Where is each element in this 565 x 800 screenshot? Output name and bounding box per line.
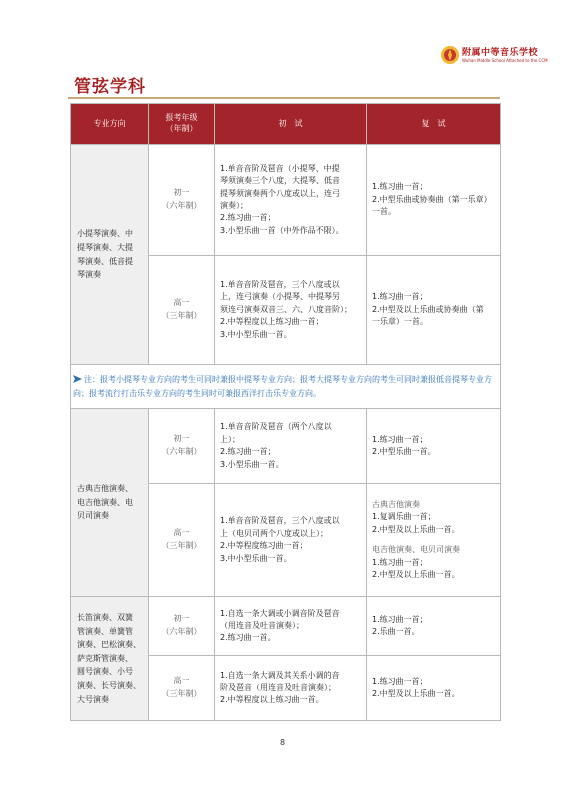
note-row bbox=[71, 365, 501, 409]
block-title: 古典吉他演奏 bbox=[372, 500, 420, 510]
first-round-cell bbox=[215, 656, 367, 721]
first-round-cell bbox=[215, 484, 367, 597]
requirement-line: 1.自选一条大调及其关系小调的音 bbox=[220, 670, 340, 680]
first-round-cell bbox=[215, 145, 367, 256]
requirement-line: 2.中型乐曲一首。 bbox=[372, 447, 436, 457]
logo-english-text: Wuhan Middle School Attached to the CCM bbox=[462, 58, 548, 63]
header-direction: 专业方向 bbox=[71, 104, 149, 145]
requirement-line: 3.中小型乐曲一首。 bbox=[220, 329, 292, 339]
header-grade-line2: （年制） bbox=[165, 124, 198, 133]
second-round-cell bbox=[367, 484, 501, 597]
header-grade bbox=[149, 104, 215, 145]
header-first-round: 初 试 bbox=[215, 104, 367, 145]
grade-cell bbox=[149, 145, 215, 256]
category-strings bbox=[71, 145, 149, 365]
second-round-cell bbox=[367, 409, 501, 484]
grade-years: （三年制） bbox=[161, 541, 202, 551]
table-row bbox=[71, 145, 501, 256]
second-round-cell bbox=[367, 656, 501, 721]
school-logo bbox=[440, 44, 548, 70]
category-line: 小提琴演奏、中 bbox=[77, 229, 133, 239]
category-line: 琴演奏 bbox=[77, 270, 101, 280]
requirement-line: 2.中型及以上乐曲一首。 bbox=[372, 569, 460, 579]
note-text-block bbox=[73, 373, 498, 400]
requirement-line: 2.中等程度练习曲一首； bbox=[220, 541, 308, 551]
requirement-line: 1.自选一条大调或小调音阶及琶音 bbox=[220, 608, 340, 618]
category-line: 演奏、长号演奏、 bbox=[77, 681, 141, 691]
school-emblem-icon bbox=[440, 45, 460, 65]
grade-cell bbox=[149, 597, 215, 656]
requirement-line: 2.中型及以上乐曲或协奏曲（第 bbox=[372, 304, 484, 314]
category-line: 电吉他演奏、电 bbox=[77, 497, 133, 507]
note-cell bbox=[71, 365, 501, 409]
requirement-line: 1.练习曲一首； bbox=[372, 557, 428, 567]
requirement-line: （用连音及吐音演奏）； bbox=[220, 620, 304, 630]
requirement-line: 2.中型乐曲或协奏曲（第一乐章） bbox=[372, 194, 492, 204]
requirement-line: 1.练习曲一首； bbox=[372, 676, 428, 686]
category-line: 大号演奏 bbox=[77, 694, 109, 704]
first-round-cell bbox=[215, 597, 367, 656]
requirement-line: 琴须演奏三个八度，大提琴、低音 bbox=[220, 176, 340, 186]
requirement-line: 1.单音音阶及琶音，三个八度或以 bbox=[220, 280, 340, 290]
requirement-line: 3.小型乐曲一首。 bbox=[220, 459, 284, 469]
logo-chinese-text: 附属中等音乐学校 bbox=[462, 48, 539, 58]
requirement-line: 2.练习曲一首。 bbox=[220, 633, 276, 643]
grade-label: 高一 bbox=[173, 298, 190, 308]
block-spacer bbox=[372, 536, 495, 544]
requirement-line: 2.中型及以上乐曲一首。 bbox=[372, 689, 460, 699]
requirement-line: 2.中型及以上乐曲一首。 bbox=[372, 524, 460, 534]
category-line: 琴演奏、低音提 bbox=[77, 256, 133, 266]
grade-years: （六年制） bbox=[161, 627, 202, 637]
category-line: 贝司演奏 bbox=[77, 511, 109, 521]
requirement-line: 上（电贝司两个八度或以上）； bbox=[220, 528, 328, 538]
category-line: 萨克斯管演奏、 bbox=[77, 653, 133, 663]
note-text: 注：报考小提琴专业方向的考生可同时兼报中提琴专业方向；报考大提琴专业方向的考生可同时兼报低音提琴专业方向；报考流行打击乐专业方向的考生同时可兼报西洋打击乐专业方向。 bbox=[73, 375, 492, 398]
requirement-line: 一首。 bbox=[372, 207, 396, 217]
category-line: 演奏、巴松演奏、 bbox=[77, 640, 141, 650]
grade-label: 初一 bbox=[173, 614, 190, 624]
first-round-cell bbox=[215, 256, 367, 365]
requirement-line: 1.单音音阶及琶音（小提琴、中提 bbox=[220, 163, 340, 173]
category-line: 古典吉他演奏、 bbox=[77, 484, 133, 494]
grade-cell bbox=[149, 409, 215, 484]
grade-label: 初一 bbox=[173, 434, 190, 444]
requirement-line: 阶及琶音（用连音及吐音演奏）； bbox=[220, 682, 336, 692]
grade-cell bbox=[149, 256, 215, 365]
requirement-line: 上）； bbox=[220, 434, 240, 444]
section-title: 管弦学科 bbox=[74, 77, 146, 97]
requirement-line: 提琴须演奏两个八度或以上，连弓 bbox=[220, 188, 340, 198]
category-line: 长笛演奏、双簧 bbox=[77, 613, 133, 623]
grade-label: 高一 bbox=[173, 528, 190, 538]
grade-label: 高一 bbox=[173, 676, 190, 686]
table-header-row bbox=[71, 104, 501, 145]
requirement-line: 1.练习曲一首； bbox=[372, 182, 428, 192]
requirement-line: 1.单音音阶及琶音，三个八度或以 bbox=[220, 516, 340, 526]
category-winds bbox=[71, 597, 149, 721]
note-arrow-icon bbox=[73, 375, 82, 383]
requirement-line: 2.乐曲一首。 bbox=[372, 627, 420, 637]
requirement-line: 1.复调乐曲一首； bbox=[372, 512, 436, 522]
table-row bbox=[71, 597, 501, 656]
category-line: 管演奏、单簧管 bbox=[77, 626, 133, 636]
requirement-line: 须连弓演奏双音三、六、八度音阶）； bbox=[220, 304, 352, 314]
requirements-table bbox=[70, 103, 501, 721]
grade-cell bbox=[149, 656, 215, 721]
grade-years: （三年制） bbox=[161, 311, 202, 320]
category-guitar bbox=[71, 409, 149, 597]
requirement-line: 2.中等程度以上练习曲一首； bbox=[220, 317, 324, 327]
header-grade-line1: 报考年级 bbox=[165, 113, 198, 123]
requirement-line: 上，连弓演奏（小提琴、中提琴另 bbox=[220, 292, 340, 302]
requirement-line: 3.小型乐曲一首（中外作品不限）。 bbox=[220, 225, 344, 235]
title-divider bbox=[68, 97, 500, 99]
block-title: 电吉他演奏、电贝司演奏 bbox=[372, 545, 460, 555]
table-row bbox=[71, 409, 501, 484]
page-number: 8 bbox=[279, 738, 286, 747]
requirement-line: 演奏）； bbox=[220, 201, 248, 210]
requirement-line: 1.练习曲一首； bbox=[372, 292, 428, 302]
requirement-line: 2.中等程度以上练习曲一首。 bbox=[220, 695, 324, 705]
requirement-line: 1.练习曲一首； bbox=[372, 434, 428, 444]
header-second-round: 复 试 bbox=[367, 104, 501, 145]
second-round-cell bbox=[367, 145, 501, 256]
requirement-line: 一乐章）一首。 bbox=[372, 317, 428, 327]
grade-label: 初一 bbox=[173, 188, 190, 198]
category-line: 提琴演奏、大提 bbox=[77, 242, 133, 252]
grade-years: （三年制） bbox=[161, 689, 202, 699]
grade-cell bbox=[149, 484, 215, 597]
first-round-cell bbox=[215, 409, 367, 484]
category-line: 圆号演奏、小号 bbox=[77, 667, 133, 677]
second-round-cell bbox=[367, 256, 501, 365]
requirement-line: 1.单音音阶及琶音（两个八度以 bbox=[220, 422, 332, 432]
requirement-line: 2.练习曲一首； bbox=[220, 213, 276, 223]
grade-years: （六年制） bbox=[161, 447, 202, 457]
requirement-line: 1.练习曲一首； bbox=[372, 614, 428, 624]
grade-years: （六年制） bbox=[161, 201, 202, 210]
requirement-line: 3.中小型乐曲一首。 bbox=[220, 553, 292, 563]
requirement-line: 2.练习曲一首； bbox=[220, 447, 276, 457]
second-round-cell bbox=[367, 597, 501, 656]
